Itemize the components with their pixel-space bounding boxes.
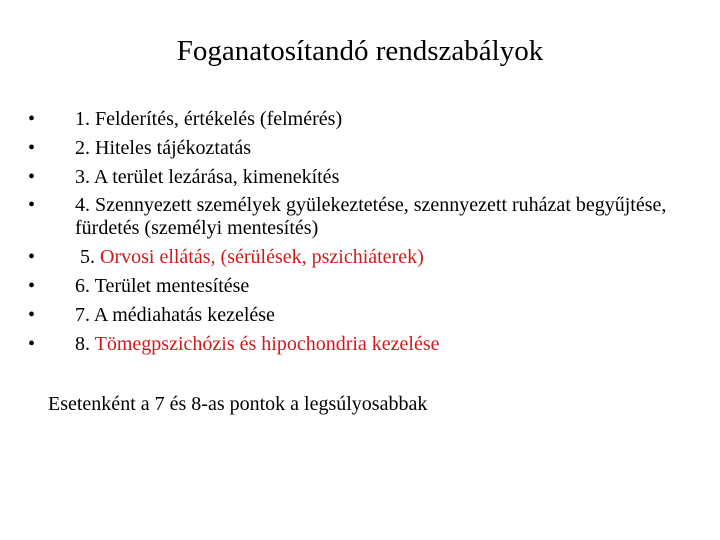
bullet-icon: • xyxy=(28,108,36,130)
list-item-highlight: Orvosi ellátás, (sérülések, pszichiáterek) xyxy=(100,246,424,268)
list-item-text: 1. Felderítés, értékelés (felmérés) xyxy=(75,108,343,130)
slide-title: Foganatosítandó rendszabályok xyxy=(176,35,544,67)
bullet-icon: • xyxy=(28,137,36,159)
list-item-text: 3. A terület lezárása, kimenekítés xyxy=(75,166,340,188)
list-item xyxy=(28,274,668,298)
list-item-text: 6. Terület mentesítése xyxy=(75,275,250,297)
list-item xyxy=(28,165,668,189)
list-item-text: 7. A médiahatás kezelése xyxy=(75,304,275,326)
bullet-icon: • xyxy=(28,194,36,216)
list-item xyxy=(28,194,668,240)
list-item xyxy=(28,245,668,269)
list-item xyxy=(28,303,668,327)
list-item-prefix: 5. xyxy=(75,246,100,268)
list-item-prefix: 8. xyxy=(75,333,95,355)
list-item xyxy=(28,107,668,131)
bullet-list xyxy=(28,107,668,361)
list-item-highlight: Tömegpszichózis és hipochondria kezelése xyxy=(94,333,440,355)
list-item xyxy=(28,332,668,356)
list-item-text: 2. Hiteles tájékoztatás xyxy=(75,137,252,159)
bullet-icon: • xyxy=(28,246,36,268)
bullet-icon: • xyxy=(28,166,36,188)
list-item xyxy=(28,136,668,160)
bullet-icon: • xyxy=(28,275,36,297)
list-item-text: 4. Szennyezett személyek gyülekeztetése, szennyezett ruházat begyűjtése, fürdetés (személyi mentesítés) xyxy=(75,194,667,239)
bullet-icon: • xyxy=(28,304,36,326)
footnote: Esetenként a 7 és 8-as pontok a legsúlyosabbak xyxy=(48,393,428,415)
bullet-icon: • xyxy=(28,333,36,355)
